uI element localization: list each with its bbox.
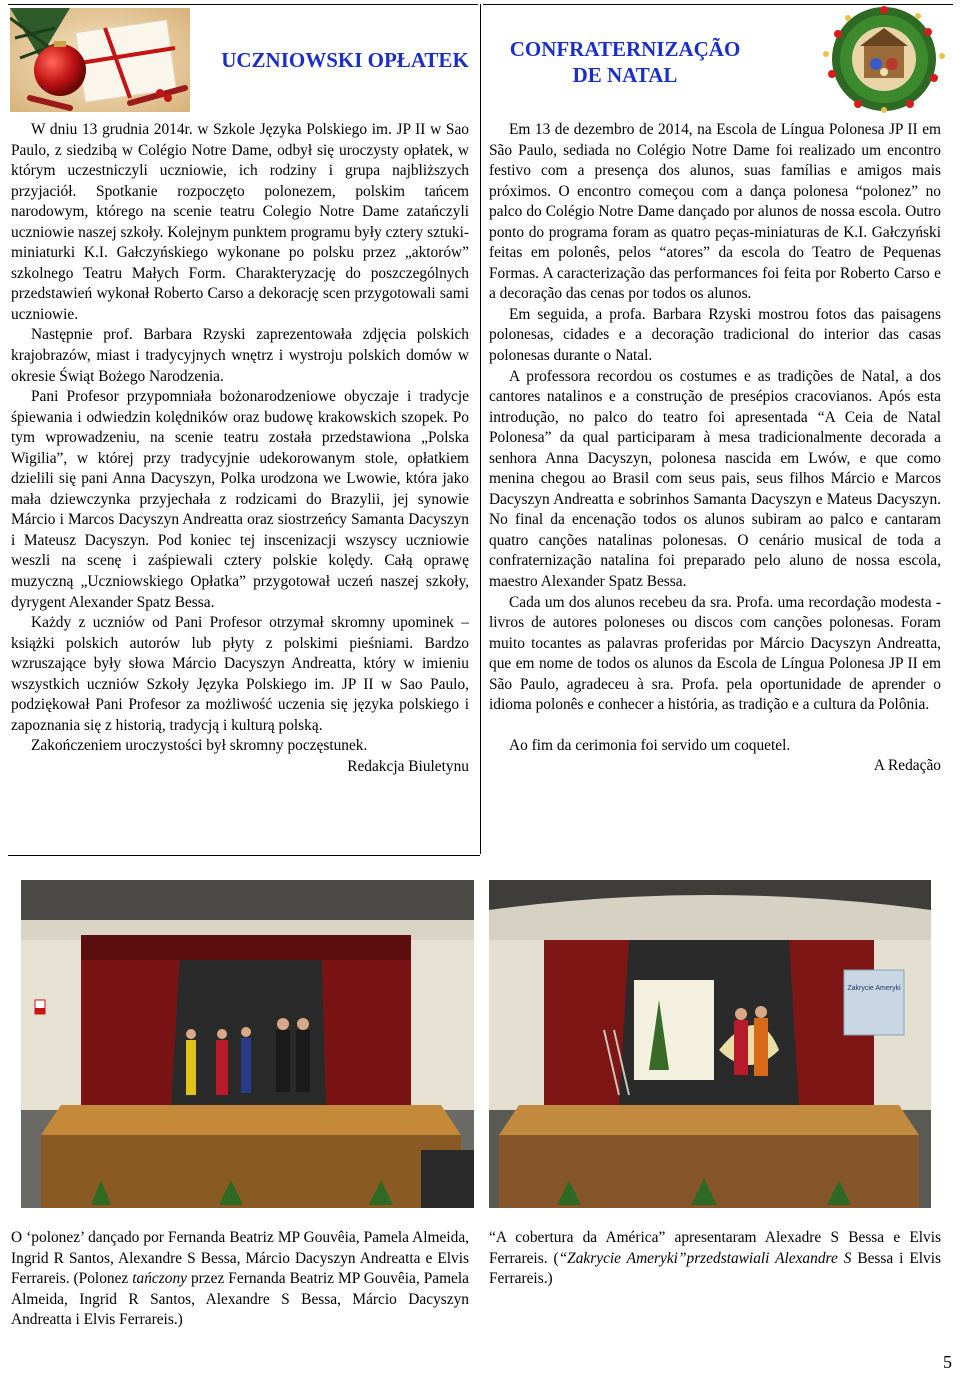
- paragraph: Em seguida, a profa. Barbara Rzyski mostrou fotos das paisagens polonesas, cidades e a decoração tradicional do interior das casas polonesas durante o Natal.: [489, 305, 941, 365]
- nativity-wreath-icon: [818, 4, 950, 114]
- signature: Redakcja Biuletynu: [347, 757, 469, 775]
- article-polish: [11, 120, 469, 778]
- paragraph: Pani Profesor przypomniała bożonarodzeniowe obyczaje i tradycje śpiewania i odwiedzin kolędników oraz budowę krakowskich szopek. Po tym wprowadzeniu, na scenie teatru została przedstawiona „Polska Wigilia”, w której przy tradycyjnie udekorowanym stole, opłatkiem dzielili się pani Anna Dacyszyn, Polka urodzona we Lwowie, która jako mała dziewczynka przyjechała z rodzicami do Brazylii, jej synowie Márcio i Marcos Dacyszyn Andreatta oraz siostrzeńcy Samanta Dacyszyn i Mateusz Dacyszyn. Pod koniec tej inscenizacji wszyscy uczniowie weszli na scenę i zaśpiewali cztery polskie kolędy. Całą oprawę muzyczną „Uczniowskiego Opłatka” przygotował uczeń naszej szkoły, dyrygent Alexander Spatz Bessa.: [11, 388, 469, 611]
- banner-text: Zakrycie Ameryki: [847, 985, 901, 992]
- signature: A Redação: [873, 757, 941, 775]
- title-polish: UCZNIOWSKI OPŁATEK: [221, 48, 469, 72]
- caption-italic: “Zakrycie Ameryki”przedstawiali Alexandre S: [558, 1249, 852, 1267]
- paragraph: Cada um dos alunos recebeu da sra. Profa. uma recordação modesta - livros de autores poloneses ou discos com canções polonesas. Foram muito tocantes as palavras proferidas por Márcio Dacyszyn Andreatta, que em nome de todos os alunos da Escola de Língua Polonesa JP II em São Paulo, agradeceu à sra. Profa. pela oportunidade de aprender o idioma polonês e conhecer a história, as tradição e a cultura da Polônia.: [489, 593, 941, 714]
- title-pt-line1: CONFRATERNIZAÇÃO: [509, 37, 741, 61]
- christmas-card-ornament-icon: [10, 8, 190, 112]
- title-pt-line2: DE NATAL: [572, 63, 678, 87]
- article-portuguese: [489, 120, 941, 777]
- paragraph: A professora recordou os costumes e as tradições de Natal, a dos cantores natalinos e a construção de presépios cracovianos. Após esta introdução, no palco do teatro foi apresentada “A Ceia de Natal Polonesa” da qual participaram à mesa tradicionalmente decorada a senhora Anna Dacyszyn, polonesa nascida em Lwów, e que como menina chegou ao Brasil com seus pais, seus filhos Márcio e Marcos Dacyszyn Andreatta e sobrinhos Samanta Dacyszyn e Mateus Dacyszyn. No final da encenação todos os alunos subiram ao palco e cantaram quatro canções natalinas polonesas. O cenário musical de toda a confraternização natalina foi preparado pelo aluno de nossa escola, maestro Alexander Spatz Bessa.: [489, 367, 941, 591]
- page-number: 5: [943, 1352, 952, 1372]
- caption-text: “A cobertura da América” apresentaram Alexadre S Bessa e Elvis Ferrareis. (: [489, 1229, 941, 1267]
- paragraph: Każdy z uczniów od Pani Profesor otrzymał skromny upominek – książki polskich autorów lub płyty z polskimi pieśniami. Bardzo wzruszające były słowa Márcio Dacyszyn Andreatta, który w imieniu wszystkich uczniów Szkoły Języka Polskiego im. JP II w Sao Paulo, podziękował Pani Profesor za możliwość uczenia się języka polskiego i zapoznania się z historią, tradycją i kulturą polską.: [11, 614, 469, 734]
- column-divider: [480, 4, 481, 854]
- caption-text: O ‘polonez’ dançado por Fernanda Beatriz MP Gouvêia, Pamela Almeida, Ingrid R Santos, Alexandre S Bessa, Márcio Dacyszyn Andreatta e Elvis Ferrareis. (Polonez: [11, 1229, 469, 1288]
- paragraph: Następnie prof. Barbara Rzyski zaprezentowała zdjęcia polskich krajobrazów, miast i tradycyjnych wnętrz i wystroju polskich domów w okresie Świąt Bożego Narodzenia.: [11, 326, 469, 385]
- caption-photo1: [11, 1228, 469, 1331]
- caption-photo2: [489, 1228, 941, 1290]
- paragraph: Zakończeniem uroczystości był skromny poczęstunek.: [31, 737, 368, 755]
- photo-america-play: [489, 880, 931, 1208]
- caption-text: przez Fernanda Beatriz MP Gouvêia, Pamela Almeida, Ingrid R Santos, Alexandre S Bessa, Márcio Dacyszyn Andreatta i Elvis Ferrareis.): [11, 1270, 469, 1329]
- paragraph: Ao fim da cerimonia foi servido um coquetel.: [509, 736, 791, 754]
- title-portuguese: [500, 36, 750, 88]
- divider: [8, 855, 480, 856]
- caption-italic: tańczony: [132, 1270, 187, 1288]
- photo-polonez-dance: [21, 880, 474, 1208]
- paragraph: Em 13 de dezembro de 2014, na Escola de Língua Polonesa JP II em São Paulo, sediada no Colégio Notre Dame foi realizado um encontro festivo com a presença dos alunos, suas famílias e amigos mais próximos. O encontro começou com a dança polonesa “polonez” no palco do Colégio Notre Dame dançado por alunos de nossa escola. Outro ponto do programa foram as quatro peças-miniaturas de K.I. Gałczyński feitas em polonês, pelos “atores” da escola do Teatro de Pequenas Formas. A caracterização das performances foi feita por Roberto Carso e a decoração das cenas por todos os alunos.: [489, 121, 941, 303]
- paragraph: W dniu 13 grudnia 2014r. w Szkole Języka Polskiego im. JP II w Sao Paulo, z siedzibą w Colégio Notre Dame, odbył się uroczysty opłatek, w którym uczestniczyli uczniowie, ich rodziny i grupa najbliższych przyjaciół. Spotkanie rozpoczęto polonezem, polskim tańcem narodowym, którego na scenie teatru Colegio Notre Dame zatańczyli uczniowie naszej szkoły. Kolejnym punktem programu były cztery sztuki-miniaturki K.I. Gałczyńskiego wykonane po polsku przez „aktorów” szkolnego Teatru Małych Form. Charakteryzację do poszczególnych przedstawień wykonał Roberto Carso a dekorację scen przygotowali sami uczniowie.: [11, 121, 469, 323]
- caption-text: Bessa i Elvis Ferrareis.): [489, 1249, 942, 1288]
